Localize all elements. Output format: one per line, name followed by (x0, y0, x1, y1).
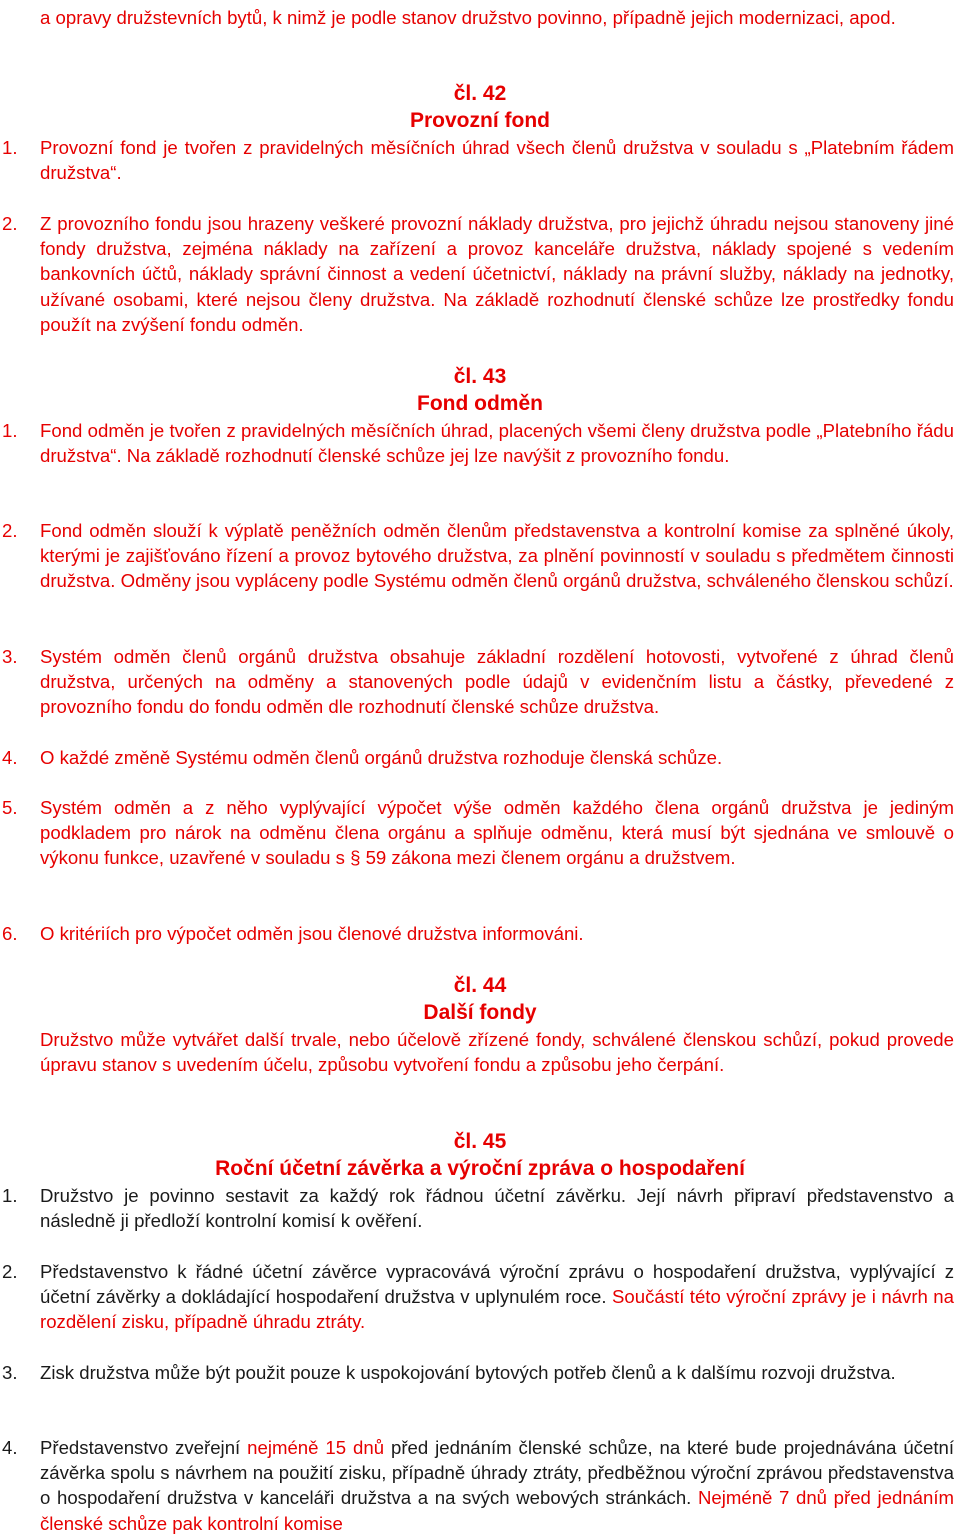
article-45-item-2-part-a: Představenstvo k řádné účetní závěrce vypracovává výroční zprávu o hospodaření družstva, vyplývající z účetní závěrky a dokládající hospodaření družstva v uplynulém roce. (40, 1261, 954, 1308)
item-number: 3. (2, 646, 18, 667)
article-43-item-6: O kritériích pro výpočet odměn jsou členové družstva informováni. (40, 923, 584, 944)
item-number: 1. (2, 1185, 18, 1206)
article-45-item-4-part-d: Nejméně 7 dnů před jednáním členské schůze pak kontrolní komise (40, 1487, 954, 1534)
article-44-number: čl. 44 (453, 974, 507, 997)
item-number: 3. (2, 1362, 18, 1383)
paragraph-continuation: a opravy družstevních bytů, k nimž je podle stanov družstvo povinno, případně jejich modernizaci, apod. (40, 7, 896, 28)
article-45-title: Roční účetní závěrka a výroční zpráva o hospodaření (215, 1157, 745, 1180)
article-45-item-4-deadline: nejméně 15 dnů (247, 1437, 385, 1458)
article-42-item-2: Z provozního fondu jsou hrazeny veškeré provozní náklady družstva, pro jejichž úhradu nejsou stanoveny jiné fondy družstva, zejména náklady na zařízení a provoz kanceláře družstva, náklady spojené s vedením bankovních účtů, náklady správní činnost a vedení účetnictví, náklady na právní služby, náklady na jednotky, užívané osobami, které nejsou členy družstva. Na základě rozhodnutí členské schůze lze prostředky fondu použít na zvýšení fondu odměn. (40, 213, 954, 335)
article-43-item-4: O každé změně Systému odměn členů orgánů družstva rozhoduje členská schůze. (40, 747, 723, 768)
item-number: 1. (2, 137, 18, 158)
article-43-number: čl. 43 (453, 365, 507, 388)
item-number: 4. (2, 747, 18, 768)
article-43-item-3: Systém odměn členů orgánů družstva obsahuje základní rozdělení hotovosti, vytvořené z úhrad členů družstva, určených na odměny a stanovených podle údajů v evidenčním listu a částky, převedené z provozního fondu do fondu odměn dle rozhodnutí členské schůze družstva. (40, 646, 954, 718)
article-44-text: Družstvo může vytvářet další trvale, nebo účelově zřízené fondy, schválené členskou schůzí, pokud provede úpravu stanov s uvedením účelu, způsobu vytvoření fondu a způsobu jeho čerpání. (40, 1029, 954, 1076)
item-number: 2. (2, 520, 18, 541)
article-45-item-4 (40, 1435, 954, 1536)
article-45-item-2 (40, 1259, 954, 1335)
article-42-number: čl. 42 (453, 82, 507, 105)
article-43-item-2: Fond odměn slouží k výplatě peněžních odměn členům představenstva a kontrolní komise za splněné úkoly, kterými je zajišťováno řízení a provoz bytového družstva, za plnění povinností v souladu s předmětem činnosti družstva. Odměny jsou vypláceny podle Systému odměn členů orgánů družstva, schváleného členskou schůzí. (40, 520, 954, 592)
article-43-item-5: Systém odměn a z něho vyplývající výpočet výše odměn každého člena orgánů družstva je jediným podkladem pro nárok na odměnu člena orgánu a splňuje odměnu, která musí být sjednána ve smlouvě o výkonu funkce, uzavřené v souladu s § 59 zákona mezi členem orgánu a družstvem. (40, 797, 954, 869)
article-44-title: Další fondy (423, 1001, 537, 1024)
item-number: 1. (2, 420, 18, 441)
article-45-item-4-part-a: Představenstvo zveřejní (40, 1437, 248, 1458)
item-number: 2. (2, 1261, 18, 1282)
article-43-item-1: Fond odměn je tvořen z pravidelných měsíčních úhrad, placených všemi členy družstva podle „Platebního řádu družstva“. Na základě rozhodnutí členské schůze jej lze navýšit z provozního fondu. (40, 420, 954, 467)
article-45-number: čl. 45 (453, 1130, 507, 1153)
item-number: 5. (2, 797, 18, 818)
article-43-title: Fond odměn (417, 392, 543, 415)
item-number: 2. (2, 213, 18, 234)
item-number: 4. (2, 1437, 18, 1458)
article-42-title: Provozní fond (410, 109, 550, 132)
item-number: 6. (2, 923, 18, 944)
article-42-item-1: Provozní fond je tvořen z pravidelných měsíčních úhrad všech členů družstva v souladu s „Platebním řádem družstva“. (40, 137, 954, 184)
article-45-item-1: Družstvo je povinno sestavit za každý rok řádnou účetní závěrku. Její návrh připraví představenstvo a následně ji předloží kontrolní komisí k ověření. (40, 1185, 954, 1232)
article-45-item-4-part-c: před jednáním členské schůze, na které bude projednávána účetní závěrka spolu s návrhem na použití zisku, případně úhrady ztráty, předběžnou výroční zprávou představenstva o hospodaření družstva v kanceláři družstva a na svých webových stránkách. (40, 1437, 954, 1509)
article-45-item-2-part-b: Součástí této výroční zprávy je i návrh na rozdělení zisku, případně úhradu ztráty. (40, 1286, 954, 1333)
article-45-item-3: Zisk družstva může být použit pouze k uspokojování bytových potřeb členů a k dalšímu rozvoji družstva. (40, 1362, 896, 1383)
